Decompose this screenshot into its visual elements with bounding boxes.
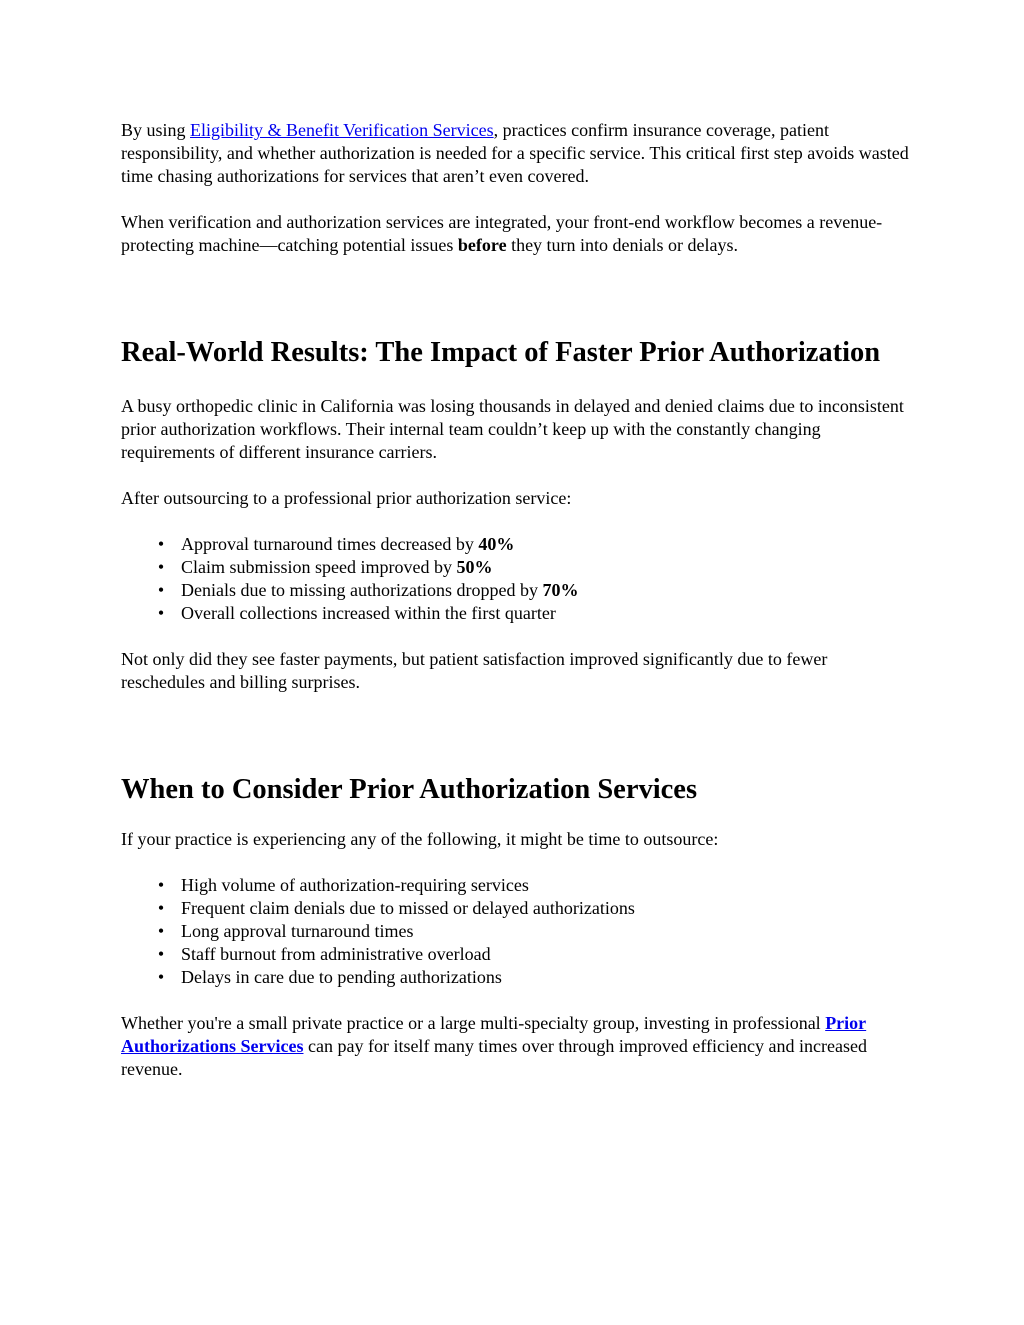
list-item (121, 602, 911, 625)
list-item-text: Long approval turnaround times (181, 921, 414, 941)
outsourcing-intro-paragraph: After outsourcing to a professional prior authorization service: (121, 488, 572, 508)
intro-paragraph-verification (121, 119, 911, 188)
results-list (121, 533, 911, 625)
list-item (121, 533, 911, 556)
document-page (121, 119, 911, 1081)
bullet-icon: • (157, 944, 165, 964)
intro-text-end: , practices confirm insurance coverage, patient responsibility, and whether authorization is needed for a specific service. This critical first step avoids wasted time chasing authorizations for services that aren’t even covered. (121, 120, 909, 186)
prior-authorizations-services-link[interactable]: Prior Authorizations Services (121, 1013, 867, 1056)
consider-list (121, 874, 911, 989)
list-item-text: High volume of authorization-requiring services (181, 875, 529, 895)
list-item (121, 579, 911, 602)
bullet-icon: • (157, 898, 165, 918)
list-item (121, 943, 911, 966)
list-item-text: Claim submission speed improved by (181, 557, 457, 577)
results-heading: Real-World Results: The Impact of Faster Prior Authorization (121, 337, 881, 368)
clinic-case-paragraph: A busy orthopedic clinic in California was losing thousands in delayed and denied claims due to inconsistent prior authorization workflows. Their internal team couldn’t keep up with the constantly changing requirements of different insurance carriers. (121, 396, 904, 462)
list-item (121, 874, 911, 897)
consider-intro-paragraph: If your practice is experiencing any of the following, it might be time to outsource: (121, 829, 719, 849)
bullet-icon: • (157, 534, 165, 554)
list-item-value: 70% (542, 580, 579, 600)
list-item-text: Overall collections increased within the first quarter (181, 603, 556, 623)
intro-paragraph-integration (121, 211, 911, 257)
list-item (121, 897, 911, 920)
list-item-value: 50% (456, 557, 493, 577)
bullet-icon: • (157, 967, 165, 987)
bullet-icon: • (157, 875, 165, 895)
eligibility-verification-link[interactable]: Eligibility & Benefit Verification Services (190, 120, 494, 140)
emphasis-before: before (457, 235, 507, 255)
list-item-text: Frequent claim denials due to missed or delayed authorizations (181, 898, 635, 918)
list-item-text: Denials due to missing authorizations dropped by (181, 580, 543, 600)
list-item (121, 920, 911, 943)
list-item-text: Delays in care due to pending authorizations (181, 967, 502, 987)
bullet-icon: • (157, 557, 165, 577)
integration-text-start: When verification and authorization services are integrated, your front-end workflow becomes a revenue-protecting machine—catching potential issues (121, 212, 883, 255)
list-item-text: Staff burnout from administrative overload (181, 944, 491, 964)
satisfaction-paragraph: Not only did they see faster payments, but patient satisfaction improved significantly due to fewer reschedules and billing surprises. (121, 649, 828, 692)
intro-text-start: By using (121, 120, 191, 140)
list-item-text: Approval turnaround times decreased by (181, 534, 479, 554)
closing-text-start: Whether you're a small private practice or a large multi-specialty group, investing in professional (121, 1013, 826, 1033)
list-item-value: 40% (478, 534, 515, 554)
consider-heading: When to Consider Prior Authorization Services (121, 774, 698, 805)
closing-text-end: can pay for itself many times over through improved efficiency and increased revenue. (121, 1036, 867, 1079)
list-item (121, 966, 911, 989)
closing-paragraph (121, 1012, 911, 1081)
bullet-icon: • (157, 580, 165, 600)
bullet-icon: • (157, 603, 165, 623)
list-item (121, 556, 911, 579)
integration-text-end: they turn into denials or delays. (506, 235, 739, 255)
bullet-icon: • (157, 921, 165, 941)
